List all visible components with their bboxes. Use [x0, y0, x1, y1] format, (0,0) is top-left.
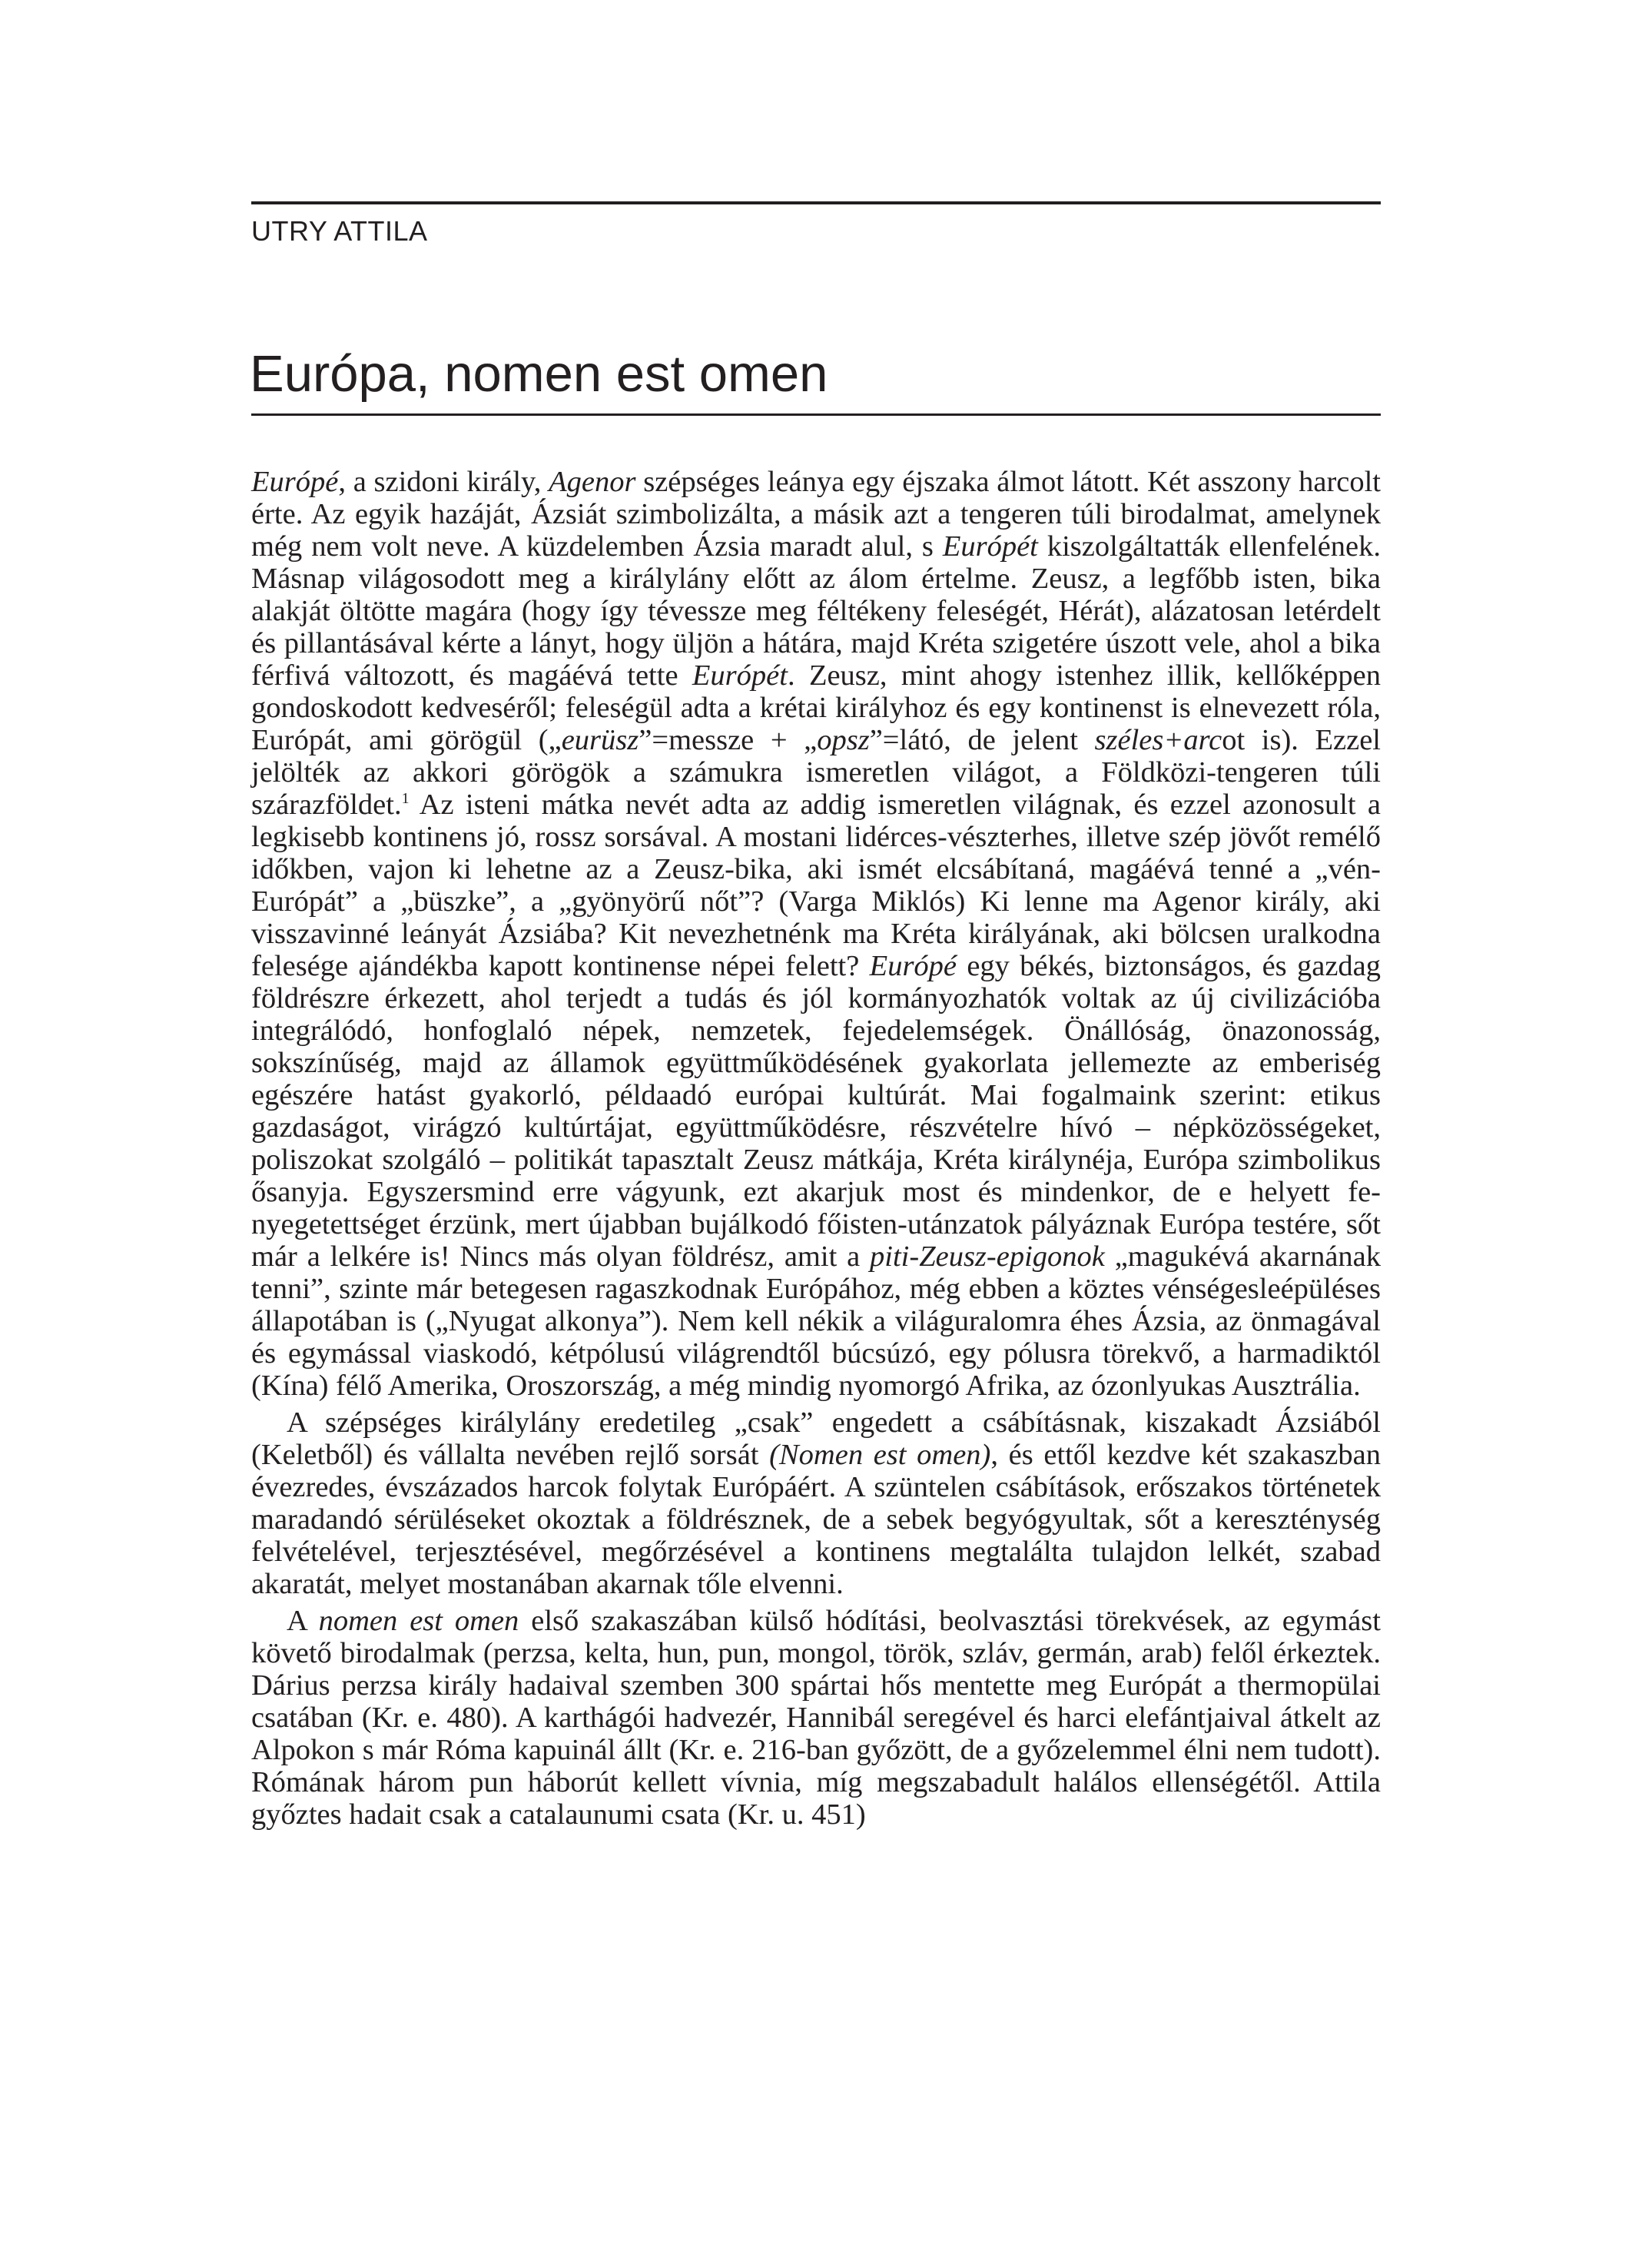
text-run: „magukévá akarnának tenni”, szinte már betegesen ragaszkodnak Európához, még ebben a köztes vénségesleépüléses állapotában is („Nyugat alkonya”). Nem kell nékik a világuralomra éhes Ázsia, az önmagával és egymással viaskodó, kétpólusú világrendtől búcsúzó, egy pólusra törekvő, a harmadiktól (Kína) félő Amerika, Oroszország, a még mindig nyomorgó Afrika, az ózonlyukas Ausztrália. — [251, 1240, 1381, 1402]
text-run: A szépséges királylány eredetileg „csak” engedett a csábításnak, kiszakadt Ázsiából (Keletből) és vállalta nevében rejlő sorsát — [251, 1406, 1381, 1471]
text-run: ”=látó, de jelent — [869, 724, 1095, 756]
footnote-marker: 1 — [401, 790, 410, 808]
article-body — [251, 466, 1381, 1831]
paragraph-1 — [251, 466, 1381, 1402]
italic-text: eurüsz — [561, 724, 639, 756]
italic-text: piti-Zeusz-epigonok — [870, 1240, 1105, 1273]
text-run: Az isteni mátka nevét adta az addig ismeretlen világnak, és ezzel azonosult a legkisebb kontinens jó, rossz sorsával. A mostani lidérces-vészterhes, illetve szép jövőt remélő időkben, vajon ki lehetne az a Zeusz-bika, aki ismét elcsábítaná, magáévá tenné a „vén-Európát” a „büszke”, a „gyönyörű nőt”? (Varga Miklós) Ki lenne ma Agenor király, aki visszavinné leányát Ázsiába? Kit nevezhetnénk ma Kréta királyának, aki bölcsen uralkodna felesége ajándékba kapott kontinense népei felett? — [251, 789, 1381, 982]
text-run: első szakaszában külső hódítási, beolvasztási törekvések, az egymást követő birodalmak (perzsa, kelta, hun, pun, mongol, török, szláv, germán, arab) felől érkeztek. Dárius perzsa király hadaival szemben 300 spártai hős mentette meg Európát a thermopülai csatában (Kr. e. 480). A karthágói hadvezér, Hannibál seregével és harci elefántjaival átkelt az Alpokon s már Róma kapuinál állt (Kr. e. 216-ban győzött, de a győzelemmel élni nem tudott). Rómának három pun háborút kellett vívnia, míg megszabadult halálos ellenségétől. Attila győztes hadait csak a catalaunumi csata (Kr. u. 451) — [251, 1605, 1381, 1831]
italic-text: Európét — [942, 530, 1038, 563]
italic-text: Európét — [692, 659, 788, 692]
text-run: A — [287, 1605, 319, 1637]
italic-text: (Nomen est omen) — [769, 1439, 991, 1471]
text-run: kiszolgáltatták ellenfelének. Másnap világosodott meg a királylány előtt az álom értelme. Zeusz, a legfőbb isten, bika alakját öltötte magára (hogy így tévessze meg féltékeny feleségét, Hérát), alázatosan letérdelt és pillantásával kérte a lányt, hogy üljön a hátára, majd Kréta szigetére úszott vele, ahol a bika férfivá változott, és magáévá tette — [251, 530, 1381, 692]
text-run: ”=messze + „ — [639, 724, 818, 756]
italic-text: opsz — [817, 724, 870, 756]
italic-text: széles+arc — [1094, 724, 1222, 756]
italic-text: nomen est omen — [318, 1605, 519, 1637]
author-name: UTRY ATTILA — [251, 215, 428, 247]
italic-text: Agenor — [549, 466, 636, 498]
header-rule — [251, 201, 1381, 204]
paragraph-3 — [251, 1605, 1381, 1831]
paragraph-2 — [251, 1406, 1381, 1600]
text-run: ot is). Ezzel jelölték az akkori görögök a számukra ismeretlen világot, a Földközi-tengeren túli szárazföldet. — [251, 724, 1382, 821]
text-run: , és ettől kezdve két szakaszban évezredes, évszázados harcok folytak Európáért. A szüntelen csábítások, erőszakos történetek maradandó sérüléseket okoztak a földrésznek, de a sebek begyógyultak, sőt a kereszténység felvételével, terjesztésével, megőrzésével a kontinens megtalálta tulajdon lelkét, szabad akaratát, melyet mostanában akarnak tőle elvenni. — [251, 1439, 1381, 1600]
text-run: szépséges leánya egy éjszaka álmot látott. Két asszony harcolt érte. Az egyik hazáját, Ázsiát szimbolizálta, a másik azt a tengeren túli birodalmat, amelynek még nem volt neve. A küzdelemben Ázsia maradt alul, s — [251, 466, 1382, 563]
article-title: Európa, nomen est omen — [250, 345, 828, 403]
italic-text: Európé — [251, 466, 339, 498]
text-run: . Zeusz, mint ahogy istenhez illik, kellőképpen gondoskodott kedveséről; feleségül adta a krétai királyhoz és egy kontinenst is elnevezett róla, Európát, ami görögül („ — [251, 659, 1381, 756]
italic-text: Európé — [869, 950, 957, 982]
text-run: , a szidoni király, — [338, 466, 549, 498]
text-run: egy békés, biztonságos, és gazdag földrészre érkezett, ahol terjedt a tudás és jól kormányozhatók voltak az új civilizációba integrálódó, honfoglaló népek, nemzetek, fejedelemségek. Önállóság, önazonosság, sokszínűség, majd az államok együttműködésének gyakorlata jellemezte az emberiség egészére hatást gyakorló, példaadó európai kultúrát. Mai fogalmaink szerint: etikus gazdaságot, virágzó kultúrtájat, együttműködésre, részvételre hívó – népközösségeket, poliszokat szolgáló – politikát tapasztalt Zeusz mátkája, Kréta királynéja, Európa szimbolikus ősanyja. Egyszersmind erre vágyunk, ezt akarjuk most és mindenkor, de e helyett fenyegetettséget érzünk, mert újabban bujálkodó főisten-utánzatok pályáznak Európa testére, sőt már a lelkére is! Nincs más olyan földrész, amit a — [251, 950, 1381, 1273]
title-rule — [251, 413, 1381, 416]
